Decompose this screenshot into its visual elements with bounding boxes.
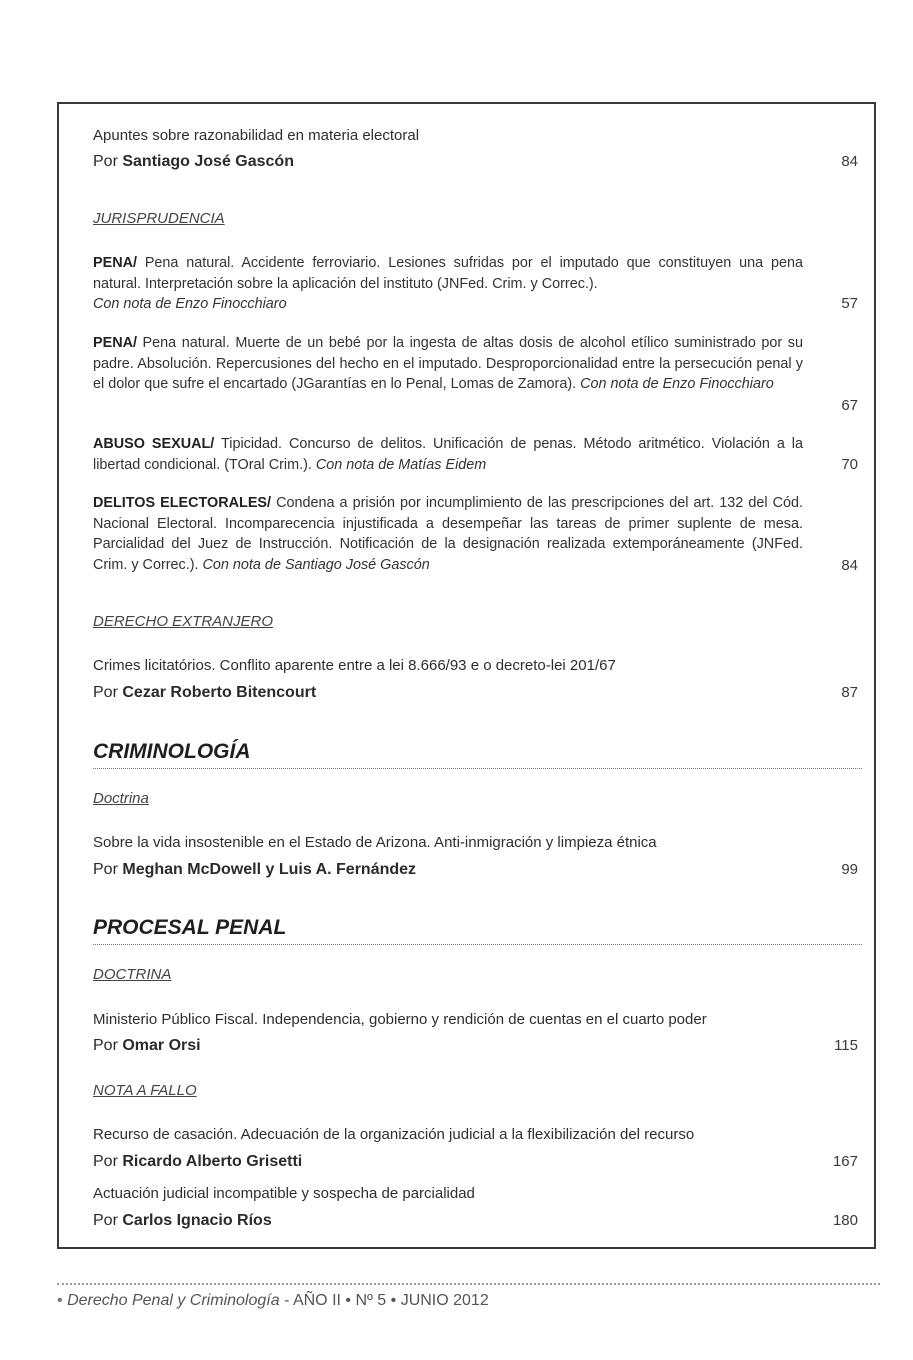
by-label: Por <box>93 1153 118 1170</box>
author-name: Santiago José Gascón <box>122 153 294 170</box>
page-footer <box>57 1290 489 1312</box>
section-title-procesal-penal: PROCESAL PENAL <box>93 916 287 939</box>
subheading-derecho-extranjero: DERECHO EXTRANJERO <box>93 613 274 630</box>
entry-author-line <box>93 683 316 703</box>
subheading-doctrina: Doctrina <box>93 790 149 807</box>
section-divider <box>93 944 862 945</box>
by-label: Por <box>93 861 118 878</box>
author-name: Meghan McDowell y Luis A. Fernández <box>122 861 417 878</box>
juris-text: Tipicidad. Concurso de delitos. Unificación de penas. Método aritmético. Violación a la libertad condicional. (TOral Crim.). <box>93 436 803 473</box>
juris-note: Con nota de Enzo Finocchiaro <box>93 296 287 313</box>
author-name: Ricardo Alberto Grisetti <box>122 1153 303 1170</box>
page-number: 99 <box>841 861 858 878</box>
page-number: 84 <box>841 153 858 170</box>
juris-entry <box>93 333 803 395</box>
subheading-nota-a-fallo: NOTA A FALLO <box>93 1082 197 1099</box>
juris-note: Con nota de Matías Eidem <box>315 456 487 473</box>
juris-note: Con nota de Santiago José Gascón <box>202 557 430 574</box>
footer-divider <box>57 1283 880 1285</box>
juris-keyword: PENA/ <box>93 335 137 351</box>
juris-keyword: DELITOS ELECTORALES/ <box>93 495 272 511</box>
juris-keyword: ABUSO SEXUAL/ <box>93 436 215 452</box>
page-number: 57 <box>841 295 858 312</box>
juris-entry <box>93 493 803 576</box>
entry-title: Apuntes sobre razonabilidad en materia electoral <box>93 127 420 144</box>
section-title-criminologia: CRIMINOLOGÍA <box>93 740 251 763</box>
author-name: Omar Orsi <box>122 1037 201 1054</box>
page-number: 70 <box>841 456 858 473</box>
entry-author-line <box>93 1152 302 1172</box>
juris-note: Con nota de Enzo Finocchiaro <box>580 376 774 393</box>
juris-entry <box>93 434 803 475</box>
page-number: 167 <box>832 1153 858 1170</box>
page-number: 180 <box>832 1212 858 1229</box>
juris-text: Pena natural. Muerte de un bebé por la ingesta de altas dosis de alcohol etílico suministrado por su padre. Absolución. Repercusiones del hecho en el imputado. Desproporcionalidad entre la persecución penal y el dolor que sufre el encartado (JGarantías en lo Penal, Lomas de Zamora). <box>93 335 803 393</box>
subheading-doctrina-procesal: DOCTRINA <box>93 966 172 983</box>
juris-keyword: PENA/ <box>93 255 137 271</box>
entry-author-line <box>93 1211 272 1231</box>
page-number: 67 <box>841 397 858 414</box>
juris-text: Pena natural. Accidente ferroviario. Lesiones sufridas por el imputado que constituyen una pena natural. Interpretación sobre la aplicación del instituto (JNFed. Crim. y Correc.). <box>93 255 803 292</box>
page-number: 87 <box>841 684 858 701</box>
entry-author-line <box>93 1036 201 1056</box>
entry-author-line <box>93 152 294 172</box>
issue-info: - AÑO II • Nº 5 • JUNIO 2012 <box>284 1292 489 1309</box>
juris-text: Condena a prisión por incumplimiento de las prescripciones del art. 132 del Cód. Nacional Electoral. Incomparecencia injustificada a desempeñar las tareas de primer suplente de mesa. Parcialidad del Juez de Instrucción. Notificación de la designación realizada extemporáneamente (JNFed. Crim. y Correc.). <box>93 495 803 574</box>
by-label: Por <box>93 153 118 170</box>
entry-title: Ministerio Público Fiscal. Independencia, gobierno y rendición de cuentas en el cuarto poder <box>93 1011 707 1028</box>
subheading-jurisprudencia: JURISPRUDENCIA <box>93 210 225 227</box>
page-number: 115 <box>834 1037 858 1054</box>
journal-name: Derecho Penal y Criminología <box>67 1292 280 1309</box>
page-number: 84 <box>841 557 858 574</box>
entry-title: Recurso de casación. Adecuación de la organización judicial a la flexibilización del recurso <box>93 1126 695 1143</box>
author-name: Carlos Ignacio Ríos <box>122 1212 272 1229</box>
by-label: Por <box>93 684 118 701</box>
footer-bullet: • <box>57 1292 63 1309</box>
by-label: Por <box>93 1037 118 1054</box>
entry-title: Crimes licitatórios. Conflito aparente entre a lei 8.666/93 e o decreto-lei 201/67 <box>93 657 616 674</box>
juris-entry <box>93 253 803 315</box>
by-label: Por <box>93 1212 118 1229</box>
entry-title: Actuación judicial incompatible y sospecha de parcialidad <box>93 1185 475 1202</box>
section-divider <box>93 768 862 769</box>
entry-author-line <box>93 860 416 880</box>
author-name: Cezar Roberto Bitencourt <box>122 684 317 701</box>
entry-title: Sobre la vida insostenible en el Estado de Arizona. Anti-inmigración y limpieza étnica <box>93 834 657 851</box>
